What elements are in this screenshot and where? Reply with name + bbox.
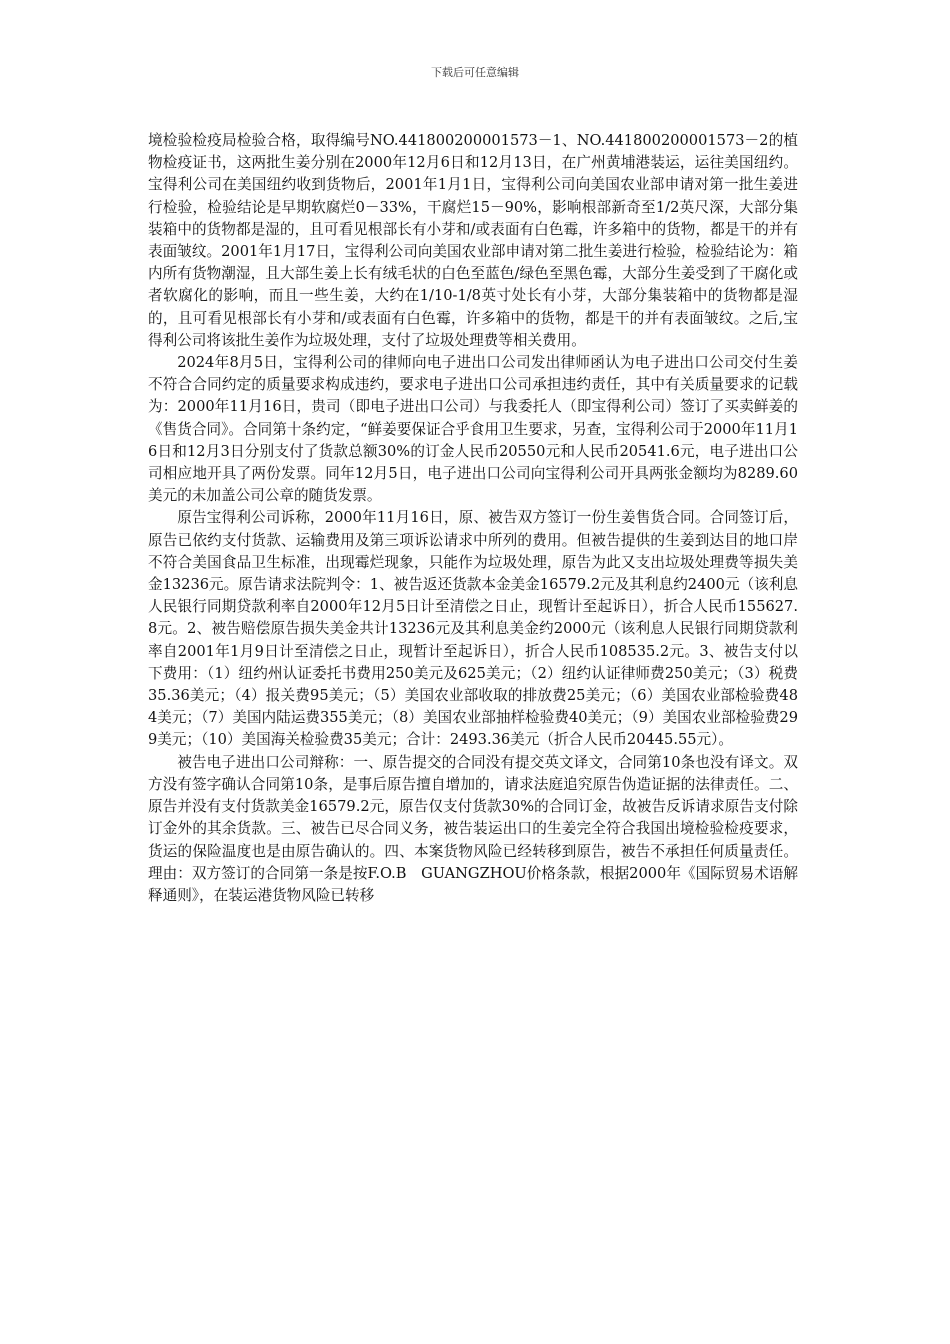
paragraph-plaintiff-claim: 原告宝得利公司诉称，2000年11月16日，原、被告双方签订一份生姜售货合同。合同签订后，原告已依约支付货款、运输费用及第三项诉讼请求中所列的费用。但被告提供的生姜到达目的地口岸不符合美国食品卫生标准，出现霉烂现象，只能作为垃圾处理，原告为此又支出垃圾处理费等损失美金13236元。原告请求法院判令：1、被告返还货款本金美金16579.2元及其利息约2400元（该利息人民银行同期贷款利率自2000年12月5日计至清偿之日止，现暂计至起诉日），折合人民币155627.8元。2、被告赔偿原告损失美金共计13236元及其利息美金约2000元（该利息人民银行同期贷款利率自2001年1月9日计至清偿之日止，现暂计至起诉日），折合人民币108535.2元。3、被告支付以下费用：（1）纽约州认证委托书费用250美元及625美元；（2）纽约认证律师费250美元；（3）税费35.36美元；（4）报关费95美元；（5）美国农业部收取的排放费25美元；（6）美国农业部检验费484美元；（7）美国内陆运费355美元；（8）美国农业部抽样检验费40美元；（9）美国农业部检验费299美元；（10）美国海关检验费35美元；合计：2493.36美元（折合人民币20445.55元）。 — [148, 509, 798, 749]
paragraph-lawyer-letter: 2024年8月5日，宝得利公司的律师向电子进出口公司发出律师函认为电子进出口公司交付生姜不符合合同约定的质量要求构成违约，要求电子进出口公司承担违约责任，其中有关质量要求的记载为：2000年11月16日，贵司（即电子进出口公司）与我委托人（即宝得利公司）签订了买卖鲜姜的《售货合同》。合同第十条约定，“鲜姜要保证合乎食用卫生要求，另查，宝得利公司于2000年11月16日和12月3日分别支付了货款总额30%的订金人民币20550元和人民币20541.6元，电子进出口公司相应地开具了两份发票。同年12月5日，电子进出口公司向宝得利公司开具两张金额均为8289.60美元的未加盖公司公章的随货发票。 — [148, 354, 798, 505]
document-body — [148, 130, 798, 907]
paragraph-continued: 境检验检疫局检验合格，取得编号NO.441800200001573－1、NO.441800200001573－2的植物检疫证书，这两批生姜分别在2000年12月6日和12月13日，在广州黄埔港装运，运往美国纽约。宝得利公司在美国纽约收到货物后，2001年1月1日，宝得利公司向美国农业部申请对第一批生姜进行检验，检验结论是早期软腐烂0－33%，干腐烂15－90%，影响根部新奇至1/2英尺深，大部分集装箱中的货物都是湿的，且可看见根部长有小芽和/或表面有白色霉，许多箱中的货物，都是干的并有表面皱纹。2001年1月17日，宝得利公司向美国农业部申请对第二批生姜进行检验，检验结论为：箱内所有货物潮湿，且大部生姜上长有绒毛状的白色至蓝色/绿色至黑色霉，大部分生姜受到了干腐化或者软腐化的影响，而且一些生姜，大约在1/10-1/8英寸处长有小芽，大部分集装箱中的货物都是湿的，且可看见根部长有小芽和/或表面有白色霉，许多箱中的货物，都是干的并有表面皱纹。之后,宝得利公司将该批生姜作为垃圾处理，支付了垃圾处理费等相关费用。 — [148, 132, 798, 349]
paragraph-defendant-defense: 被告电子进出口公司辩称：一、原告提交的合同没有提交英文译文，合同第10条也没有译文。双方没有签字确认合同第10条，是事后原告擅自增加的，请求法庭追究原告伪造证据的法律责任。二、原告并没有支付货款美金16579.2元，原告仅支付货款30%的合同订金，故被告反诉请求原告支付除订金外的其余货款。三、被告已尽合同义务，被告装运出口的生姜完全符合我国出境检验检疫要求，货运的保险温度也是由原告确认的。四、本案货物风险已经转移到原告，被告不承担任何质量责任。理由：双方签订的合同第一条是按F.O.B GUANGZHOU价格条款，根据2000年《国际贸易术语解释通则》，在装运港货物风险已转移 — [148, 753, 798, 904]
page-header: 下载后可任意编辑 — [431, 66, 519, 79]
